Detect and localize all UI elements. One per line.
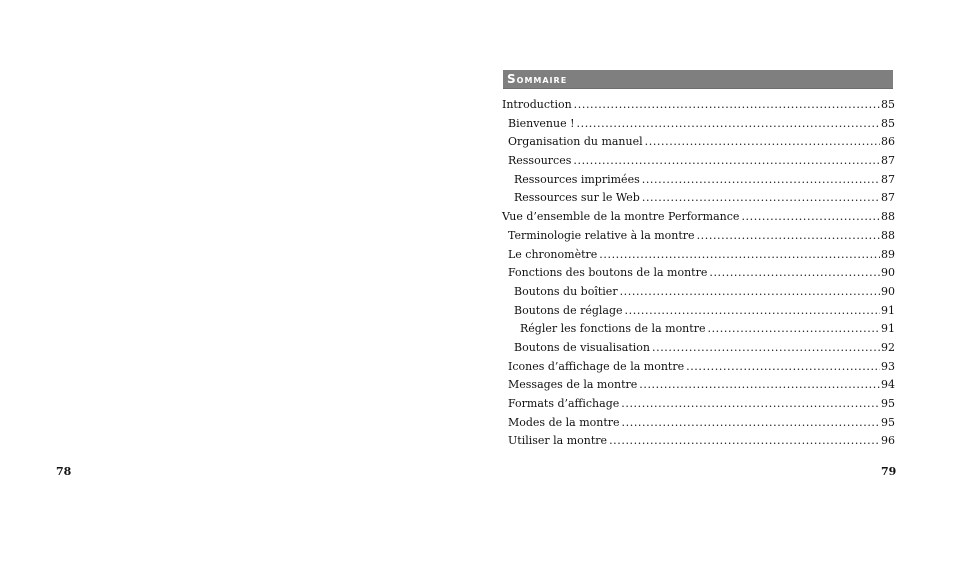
toc-entry-label: Fonctions des boutons de la montre: [508, 266, 708, 280]
toc-dot-leader: [574, 96, 880, 115]
toc-entry-label: Boutons de réglage: [514, 303, 623, 317]
toc-entry[interactable]: [502, 358, 895, 377]
toc-entry[interactable]: [502, 246, 895, 265]
toc-entry-page-number: 87: [881, 154, 895, 168]
toc-entry-label: Terminologie relative à la montre: [508, 228, 695, 242]
toc-dot-leader: [707, 320, 880, 339]
toc-entry[interactable]: [502, 96, 895, 115]
toc-entry[interactable]: [502, 189, 895, 208]
section-header-bar: [503, 70, 893, 89]
toc-dot-leader: [642, 171, 880, 190]
toc-dot-leader: [686, 358, 880, 377]
toc-entry-label: Boutons de visualisation: [514, 340, 651, 354]
toc-dot-leader: [645, 133, 880, 152]
toc-dot-leader: [620, 283, 880, 302]
toc-entry-page-number: 88: [881, 228, 895, 242]
toc-entry[interactable]: [502, 264, 895, 283]
toc-entry-label: Organisation du manuel: [508, 135, 643, 149]
toc-dot-leader: [642, 189, 880, 208]
toc-entry[interactable]: [502, 152, 895, 171]
right-page: [477, 0, 954, 573]
toc-entry-page-number: 91: [881, 303, 895, 317]
right-page-number: 79: [881, 465, 897, 478]
toc-entry-label: Formats d’affichage: [508, 397, 620, 410]
toc-entry-page-number: 96: [881, 434, 895, 448]
toc-dot-leader: [625, 302, 880, 321]
table-of-contents: [502, 96, 895, 451]
toc-dot-leader: [622, 414, 880, 433]
toc-entry-page-number: 89: [881, 247, 895, 261]
toc-entry-label: Le chronomètre: [508, 247, 598, 261]
toc-dot-leader: [697, 227, 880, 246]
toc-entry[interactable]: [502, 376, 895, 395]
toc-entry[interactable]: [502, 320, 895, 339]
toc-entry[interactable]: [502, 395, 895, 414]
toc-dot-leader: [709, 264, 880, 283]
toc-dot-leader: [741, 208, 880, 227]
toc-entry[interactable]: [502, 133, 895, 152]
toc-entry[interactable]: [502, 432, 895, 451]
toc-dot-leader: [652, 339, 880, 358]
toc-entry-page-number: 94: [881, 378, 895, 392]
toc-entry[interactable]: [502, 302, 895, 321]
toc-dot-leader: [573, 152, 880, 171]
toc-dot-leader: [609, 432, 880, 451]
toc-entry-page-number: 88: [881, 210, 895, 224]
toc-entry-page-number: 93: [881, 359, 895, 373]
toc-entry-label: Icones d’affichage de la montre: [508, 359, 685, 373]
toc-entry-label: Introduction: [502, 98, 572, 111]
toc-entry-page-number: 87: [881, 172, 895, 186]
toc-entry-label: Messages de la montre: [508, 378, 638, 392]
toc-entry[interactable]: [502, 283, 895, 302]
toc-entry[interactable]: [502, 227, 895, 246]
toc-entry[interactable]: [502, 414, 895, 433]
toc-entry-label: Bienvenue !: [508, 116, 575, 130]
toc-dot-leader: [599, 246, 880, 265]
toc-entry-page-number: 85: [881, 98, 895, 111]
toc-entry-label: Ressources sur le Web: [514, 191, 640, 205]
toc-entry-page-number: 85: [881, 116, 895, 130]
toc-entry-label: Ressources imprimées: [514, 172, 640, 186]
toc-entry[interactable]: [502, 115, 895, 134]
section-title: Sommaire: [507, 72, 568, 86]
toc-entry-page-number: 92: [881, 340, 895, 354]
toc-entry-page-number: 90: [881, 266, 895, 280]
toc-entry-label: Modes de la montre: [508, 415, 620, 429]
toc-dot-leader: [639, 376, 880, 395]
toc-entry-page-number: 95: [881, 415, 895, 429]
toc-entry-label: Vue d’ensemble de la montre Performance: [502, 210, 740, 224]
left-page-number: 78: [56, 465, 72, 478]
toc-entry-label: Utiliser la montre: [508, 434, 608, 448]
toc-entry-page-number: 87: [881, 191, 895, 205]
toc-dot-leader: [621, 395, 880, 414]
toc-entry-page-number: 86: [881, 135, 895, 149]
toc-entry-page-number: 91: [881, 322, 895, 336]
toc-entry-label: Régler les fonctions de la montre: [520, 322, 706, 336]
toc-dot-leader: [577, 115, 880, 134]
toc-entry-page-number: 95: [881, 397, 895, 410]
toc-entry-page-number: 90: [881, 284, 895, 298]
toc-entry[interactable]: [502, 208, 895, 227]
toc-entry-label: Boutons du boîtier: [514, 284, 618, 298]
toc-entry-label: Ressources: [508, 154, 572, 168]
toc-entry[interactable]: [502, 171, 895, 190]
toc-entry[interactable]: [502, 339, 895, 358]
